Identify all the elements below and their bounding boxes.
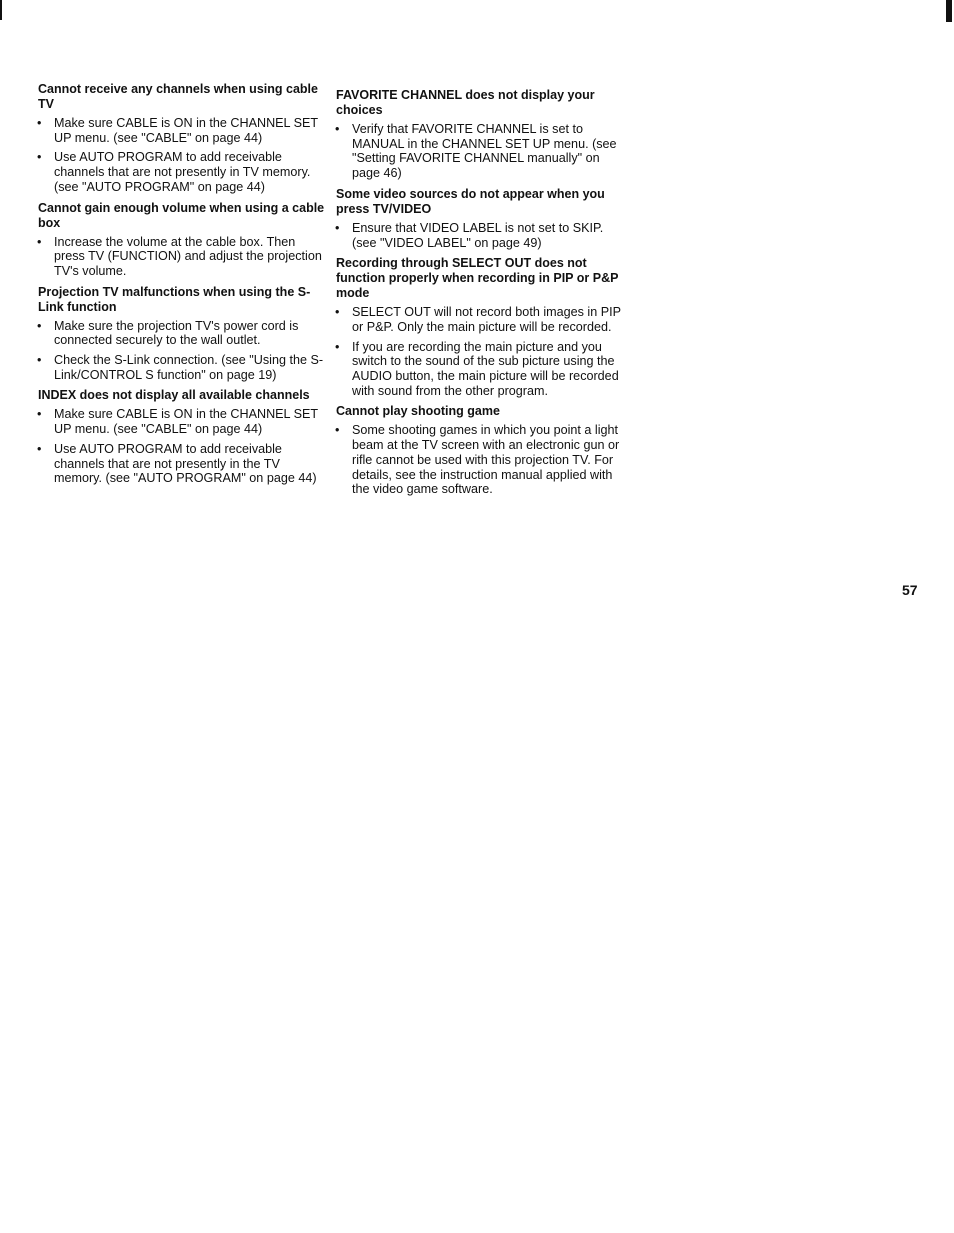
section-heading: Recording through SELECT OUT does not function properly when recording in PIP or P&P mode [336,256,619,301]
list-item: • Verify that FAVORITE CHANNEL is set to MANUAL in the CHANNEL SET UP menu. (see "Setting FAVORITE CHANNEL manually" on page 46) [334,122,624,181]
section-no-channels-cable [36,82,326,195]
list-item: • If you are recording the main picture and you switch to the sound of the sub picture using the AUDIO button, the main picture will be recorded with sound from the other program. [334,340,624,399]
bullet-list [334,305,624,398]
bullet-list [36,235,326,279]
list-item: • Use AUTO PROGRAM to add receivable channels that are not presently in the TV memory. (see "AUTO PROGRAM" on page 44) [36,442,326,486]
section-volume-cable-box [36,201,326,279]
section-heading: FAVORITE CHANNEL does not display your choices [336,88,595,117]
section-heading: Cannot play shooting game [336,404,500,419]
bullet-list [36,116,326,195]
list-item: • Make sure the projection TV's power cord is connected securely to the wall outlet. [36,319,326,348]
section-video-sources [334,187,624,250]
bullet-list [36,319,326,383]
bullet-list [334,423,624,497]
scan-mark-right [946,0,952,22]
list-item: • Check the S-Link connection. (see "Using the S-Link/CONTROL S function" on page 19) [36,353,326,382]
list-item: • SELECT OUT will not record both images in PIP or P&P. Only the main picture will be recorded. [334,305,624,334]
section-index [36,388,326,486]
section-favorite-channel [334,88,624,181]
section-heading: Some video sources do not appear when you press TV/VIDEO [336,186,605,216]
list-item: • Increase the volume at the cable box. Then press TV (FUNCTION) and adjust the projection TV's volume. [36,235,326,279]
section-heading: INDEX does not display all available channels [38,388,310,403]
bullet-list [334,221,624,250]
section-s-link [36,285,326,383]
right-column [334,88,624,503]
bullet-list [334,122,624,181]
list-item: • Make sure CABLE is ON in the CHANNEL SET UP menu. (see "CABLE" on page 44) [36,407,326,436]
section-select-out [334,256,624,398]
section-heading: Cannot gain enough volume when using a cable box [38,200,325,230]
page-number: 57 [902,582,918,598]
left-column [36,82,326,492]
list-item: • Ensure that VIDEO LABEL is not set to SKIP. (see "VIDEO LABEL" on page 49) [334,221,624,250]
section-shooting-game [334,404,624,497]
list-item: • Some shooting games in which you point a light beam at the TV screen with an electronic gun or rifle cannot be used with this projection TV. For details, see the instruction manual applied with the video game software. [334,423,624,497]
list-item: • Use AUTO PROGRAM to add receivable channels that are not presently in TV memory. (see "AUTO PROGRAM" on page 44) [36,150,326,194]
scan-mark-left [0,0,2,20]
section-heading: Cannot receive any channels when using cable TV [38,82,318,111]
section-heading: Projection TV malfunctions when using the S-Link function [38,284,311,314]
bullet-list [36,407,326,486]
list-item: • Make sure CABLE is ON in the CHANNEL SET UP menu. (see "CABLE" on page 44) [36,116,326,145]
